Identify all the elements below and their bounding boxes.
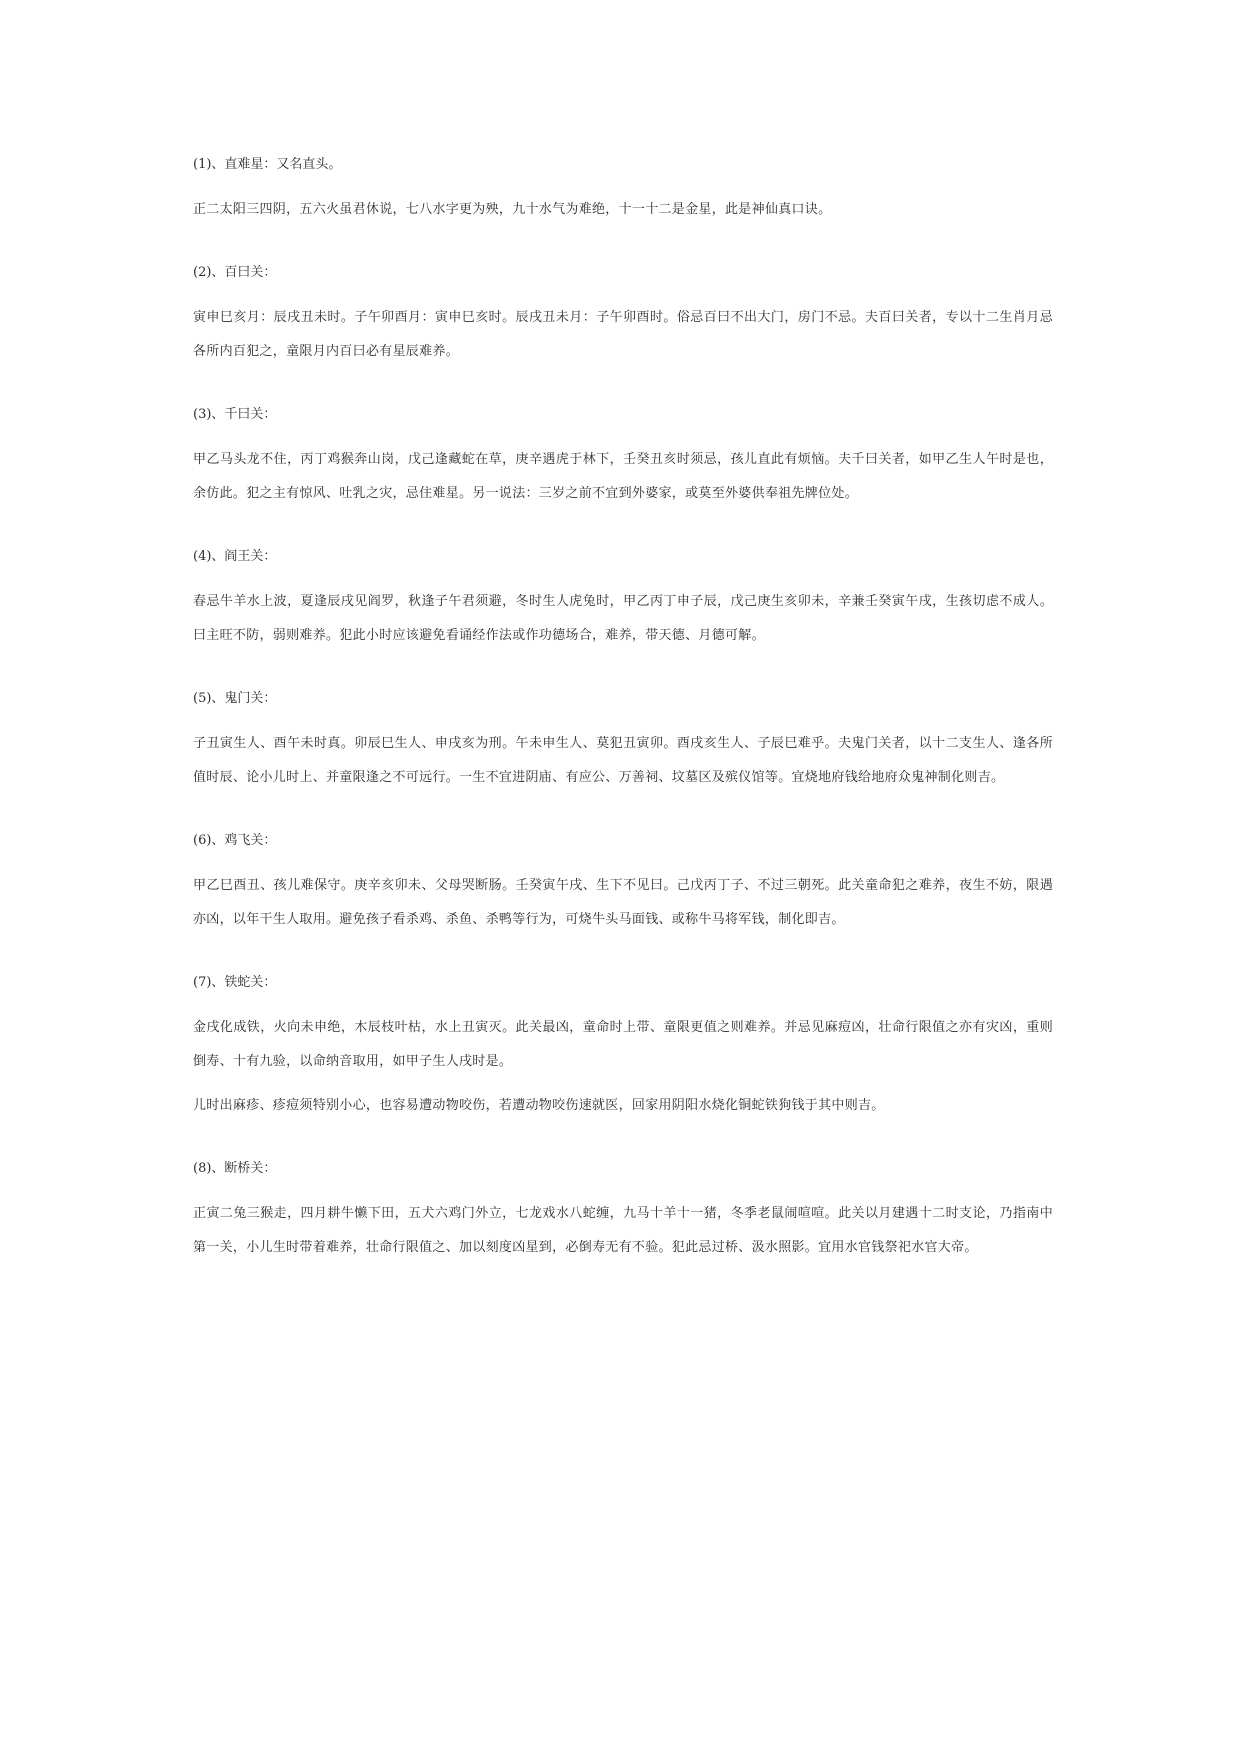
section-paragraph: 春忌牛羊水上波，夏逢辰戌见阎罗，秋逢子午君须避，冬时生人虎兔时，甲乙丙丁申子辰，戊己庚生亥卯未，辛兼壬癸寅午戌，生孩切虑不成人。曰主旺不防，弱则难养。犯此小时应该避免看诵经作法或作功德场合，难养，带天德、月德可解。 xyxy=(193,594,1053,643)
section-paragraph: 甲乙巳酉丑、孩儿难保守。庚辛亥卯未、父母哭断肠。壬癸寅午戌、生下不见曰。己戊丙丁子、不过三朝死。此关童命犯之难养，夜生不妨，限遇亦凶，以年干生人取用。避免孩子看杀鸡、杀鱼、杀鸭等行为，可烧牛头马面钱、或称牛马将军钱，制化即吉。 xyxy=(193,878,1053,927)
section-4 xyxy=(193,547,1053,653)
document-page xyxy=(193,155,1053,1301)
section-paragraph: 子丑寅生人、酉午未时真。卯辰巳生人、申戌亥为刑。午未申生人、莫犯丑寅卯。酉戌亥生人、子辰巳难乎。夫鬼门关者，以十二支生人、逢各所值时辰、论小儿时上、并童限逢之不可远行。一生不宜进阴庙、有应公、万善祠、坟墓区及殡仪馆等。宜烧地府钱给地府众鬼神制化则吉。 xyxy=(193,736,1053,785)
section-paragraph: 金戌化成铁，火向未申绝，木辰枝叶枯，水上丑寅灭。此关最凶，童命时上带、童限更值之则难养。并忌见麻痘凶，壮命行限值之亦有灾凶，重则倒寿、十有九验，以命纳音取用，如甲子生人戌时是。 xyxy=(193,1020,1053,1069)
section-paragraph: 寅申巳亥月：辰戌丑未时。子午卯酉月：寅申巳亥时。辰戌丑未月：子午卯酉时。俗忌百曰不出大门，房门不忌。夫百曰关者，专以十二生肖月忌各所内百犯之，童限月内百曰必有星辰难养。 xyxy=(193,310,1053,359)
section-1 xyxy=(193,155,1053,227)
section-heading: (4)、阎王关： xyxy=(193,549,277,564)
section-5 xyxy=(193,689,1053,795)
section-paragraph: 儿时出麻疹、疹痘须特别小心，也容易遭动物咬伤，若遭动物咬伤速就医，回家用阴阳水烧化铜蛇铁狗钱于其中则吉。 xyxy=(193,1098,885,1113)
section-3 xyxy=(193,405,1053,511)
section-heading: (6)、鸡飞关： xyxy=(193,833,277,848)
section-7 xyxy=(193,973,1053,1123)
section-6 xyxy=(193,831,1053,937)
section-heading: (2)、百曰关： xyxy=(193,265,277,280)
section-paragraph: 正寅二兔三猴走，四月耕牛懒下田，五犬六鸡门外立，七龙戏水八蛇缠，九马十羊十一猪，冬季老鼠闹喧喧。此关以月建遇十二时支论，乃指南中第一关，小儿生时带着难养，壮命行限值之、加以刻度凶星到，必倒寿无有不验。犯此忌过桥、汲水照影。宜用水官钱祭祀水官大帝。 xyxy=(193,1206,1053,1255)
section-heading: (1)、直难星：又名直头。 xyxy=(193,157,342,172)
section-paragraph: 正二太阳三四阴，五六火虽君休说，七八水字更为殃，九十水气为难绝，十一十二是金星，此是神仙真口诀。 xyxy=(193,202,832,217)
section-paragraph: 甲乙马头龙不住，丙丁鸡猴奔山岗，戊己逢藏蛇在草，庚辛遇虎于林下，壬癸丑亥时须忌，孩儿直此有烦恼。夫千曰关者，如甲乙生人午时是也，余仿此。犯之主有惊风、吐乳之灾，忌住难星。另一说法：三岁之前不宜到外婆家，或莫至外婆供奉祖先牌位处。 xyxy=(193,452,1053,501)
section-heading: (7)、铁蛇关： xyxy=(193,975,277,990)
section-2 xyxy=(193,263,1053,369)
section-heading: (8)、断桥关： xyxy=(193,1161,277,1176)
section-heading: (5)、鬼门关： xyxy=(193,691,277,706)
section-8 xyxy=(193,1159,1053,1265)
section-heading: (3)、千曰关： xyxy=(193,407,277,422)
